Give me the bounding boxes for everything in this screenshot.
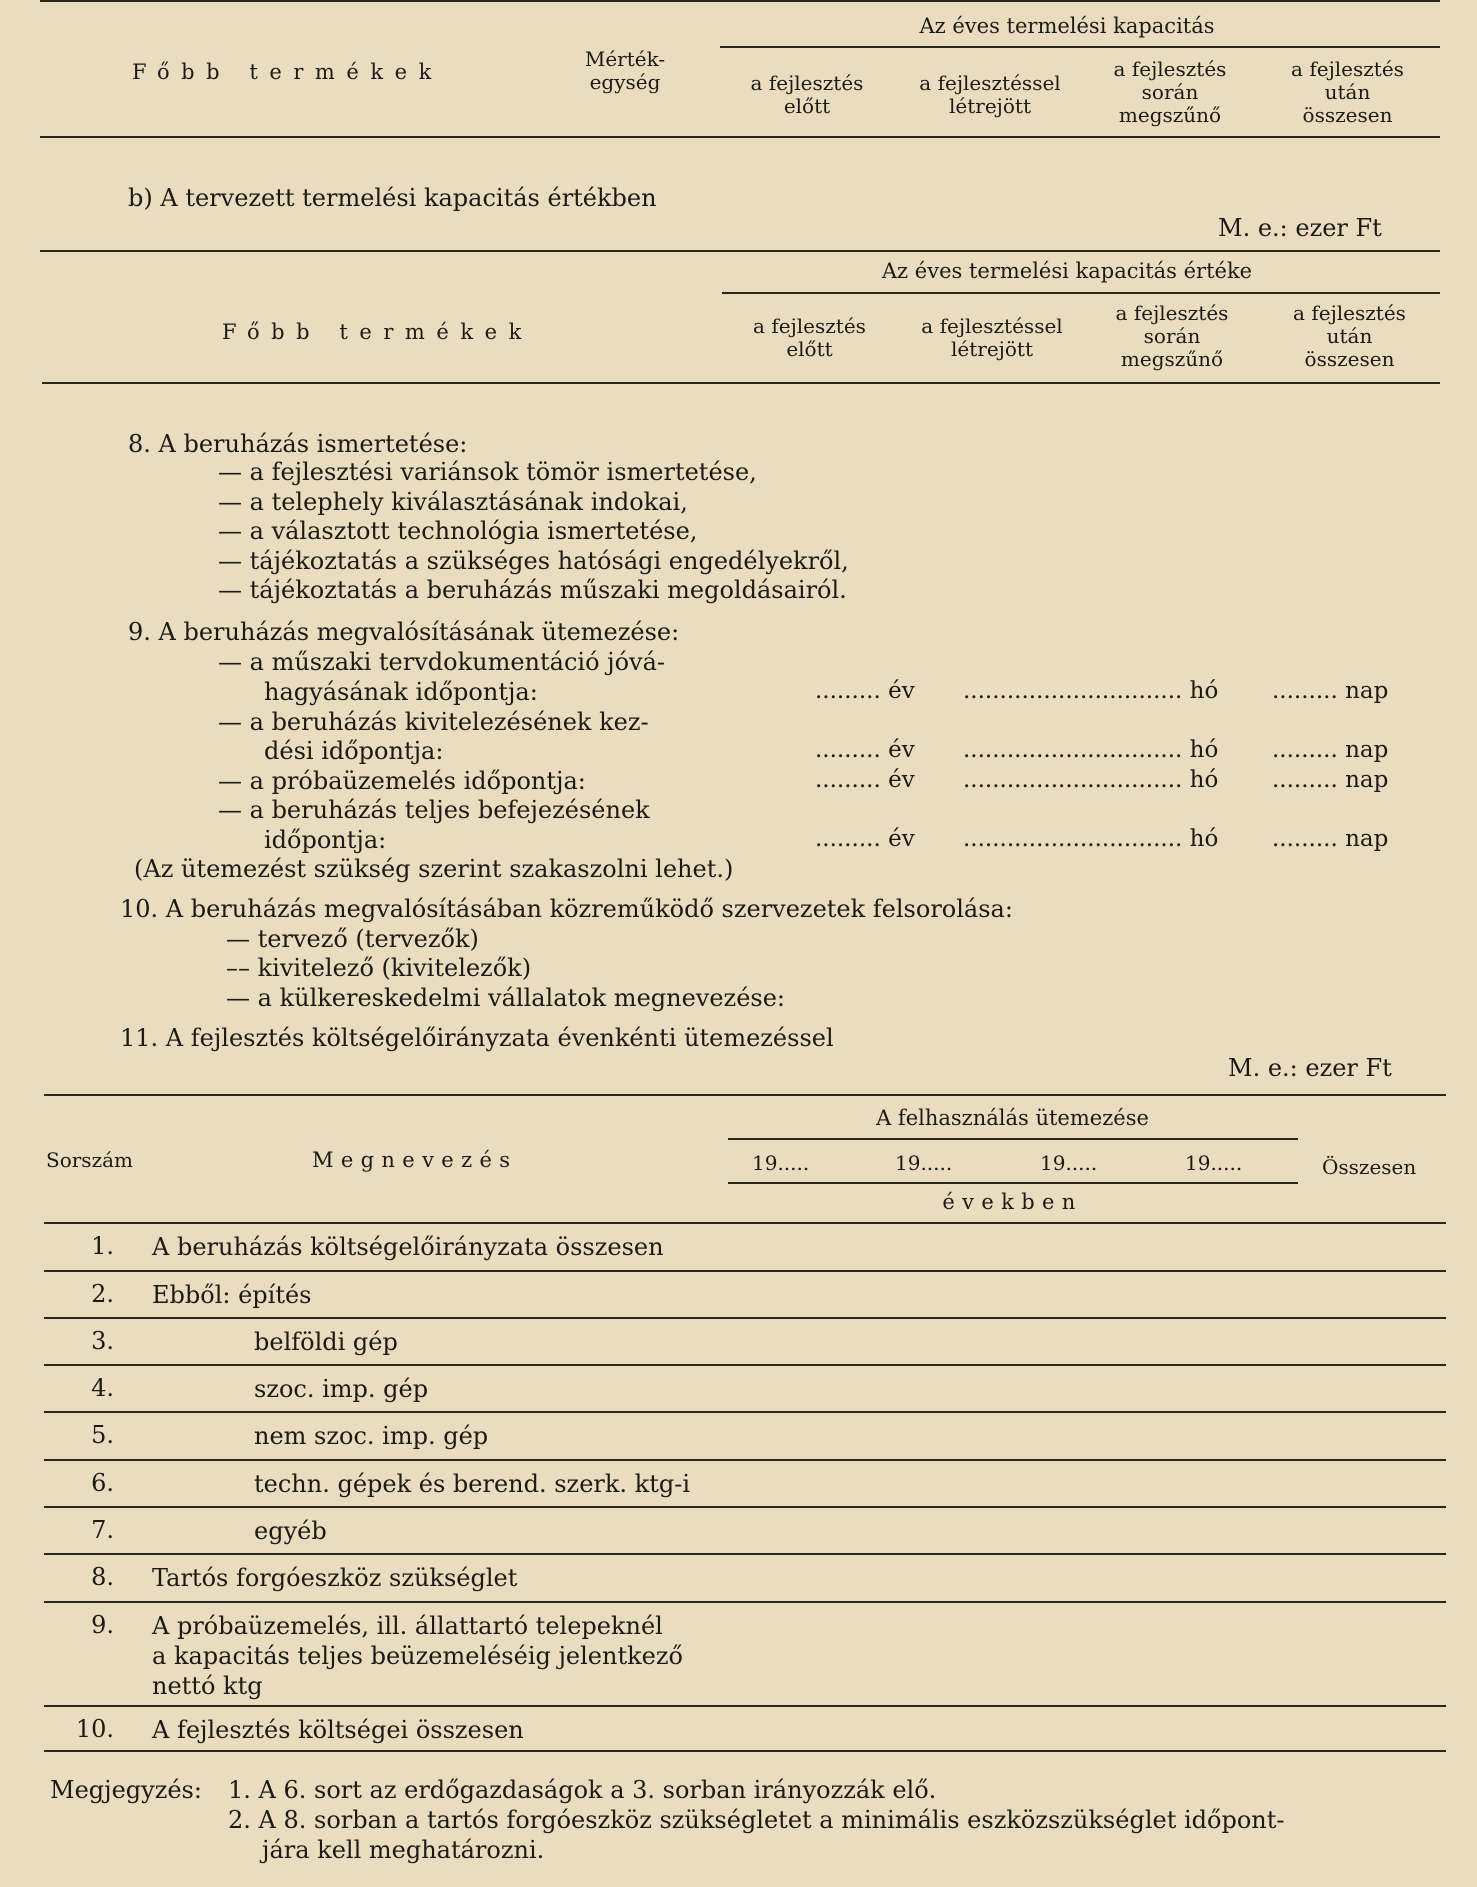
item9-line-4: dési időpontja: [264,737,444,765]
date-day-field[interactable]: ......... nap [1272,767,1389,793]
row-label: belföldi gép [254,1328,398,1356]
section-b-unit: M. e.: ezer Ft [1218,214,1382,242]
row-number: 9. [91,1611,114,1639]
row-number: 1. [91,1232,114,1260]
table-c-group-rule [728,1138,1298,1140]
table-row [44,1461,1446,1508]
row-label: szoc. imp. gép [254,1375,429,1403]
section-b-title: b) A tervezett termelési kapacitás értékben [128,184,657,212]
row-divider [44,1750,1446,1752]
item10-bullet-1: — tervező (tervezők) [226,925,479,953]
item10-bullet-3: — a külkereskedelmi vállalatok megnevezése: [226,984,786,1012]
row-number: 4. [91,1374,114,1402]
table-row [44,1555,1446,1603]
note-2-cont: jára kell meghatározni. [262,1836,545,1864]
row-label: Tartós forgóeszköz szükséglet [152,1564,518,1592]
table-row [44,1366,1446,1413]
table-row [44,1272,1446,1319]
item11-unit: M. e.: ezer Ft [1228,1054,1392,1082]
table-c-year-2: 19..... [895,1151,953,1175]
row-number: 3. [91,1327,114,1355]
date-year-field[interactable]: ......... év [815,678,915,704]
table-c-col-name: Megnevezés [312,1148,518,1172]
item9-line-7: időpontja: [264,826,387,854]
row-label: A próbaüzemelés, ill. állattartó telepeknél a kapacitás teljes beüzemeléséig jelentkező nettó ktg [152,1612,683,1700]
row-label: A beruházás költségelőirányzata összesen [152,1233,664,1261]
row-label: nem szoc. imp. gép [254,1422,489,1450]
table-row [44,1319,1446,1366]
item9-line-1: — a műszaki tervdokumentáció jóvá- [218,648,666,676]
table-a-col-products: Főbb termékek [132,60,443,84]
item10-title: 10. A beruházás megvalósításában közreműködő szervezetek felsorolása: [120,895,1013,923]
note-1: 1. A 6. sort az erdőgazdaságok a 3. sorban irányozzák elő. [228,1776,937,1804]
date-year-field[interactable]: ......... év [815,737,915,763]
table-row [44,1707,1446,1752]
date-day-field[interactable]: ......... nap [1272,737,1389,763]
table-b-col-1: a fejlesztés előtt [753,314,866,361]
table-c-year-1: 19..... [752,1151,810,1175]
row-label: techn. gépek és berend. szerk. ktg-i [254,1470,691,1498]
table-b-col-3: a fejlesztés során megszűnő [1115,301,1229,371]
table-b-col-4: a fejlesztés után összesen [1293,301,1406,371]
item10-bullet-2: –– kivitelező (kivitelezők) [226,954,532,982]
table-a-col-4: a fejlesztés után összesen [1291,57,1404,127]
row-number: 7. [91,1516,114,1544]
item8-bullet-2: — a telephely kiválasztásának indokai, [218,488,688,516]
row-number: 6. [91,1469,114,1497]
item8-bullet-3: — a választott technológia ismertetése, [218,517,698,545]
item9-line-2: hagyásának időpontja: [264,678,538,706]
item9-line-6: — a beruházás teljes befejezésének [218,796,650,824]
date-month-field[interactable]: .............................. hó [963,767,1219,793]
table-c-years-rule [728,1182,1298,1184]
table-row [44,1224,1446,1272]
table-b-group-header: Az éves termelési kapacitás értéke [881,259,1253,283]
date-month-field[interactable]: .............................. hó [963,826,1219,852]
date-month-field[interactable]: .............................. hó [963,678,1219,704]
notes-label: Megjegyzés: [50,1776,202,1804]
table-c-year-3: 19..... [1040,1151,1098,1175]
date-day-field[interactable]: ......... nap [1272,826,1389,852]
table-c-group-header: A felhasználás ütemezése [876,1106,1149,1130]
row-number: 5. [91,1421,114,1449]
row-label: egyéb [254,1517,327,1545]
date-month-field[interactable]: .............................. hó [963,737,1219,763]
item8-bullet-4: — tájékoztatás a szükséges hatósági engedélyekről, [218,547,849,575]
item8-bullet-1: — a fejlesztési variánsok tömör ismertetése, [218,458,757,486]
date-day-field[interactable]: ......... nap [1272,678,1389,704]
table-b-col-products: Főbb termékek [222,320,533,344]
item9-line-3: — a beruházás kivitelezésének kez- [218,708,649,736]
table-row [44,1508,1446,1555]
table-b-bottom-rule [42,382,1440,384]
table-a-top-rule [40,0,1440,2]
table-a-col-2: a fejlesztéssel létrejött [919,71,1061,118]
table-c-col-no: Sorszám [46,1148,133,1172]
table-a-col-1: a fejlesztés előtt [750,71,864,118]
table-a-group-rule [720,46,1440,48]
table-c-years-sub: években [942,1190,1083,1214]
row-number: 2. [91,1280,114,1308]
table-row [44,1413,1446,1461]
date-year-field[interactable]: ......... év [815,826,915,852]
table-a-bottom-rule [40,136,1440,138]
item9-line-5: — a próbaüzemelés időpontja: [218,767,586,795]
table-a-col-3: a fejlesztés során megszűnő [1113,57,1227,127]
item9-note: (Az ütemezést szükség szerint szakaszolni lehet.) [134,855,734,883]
row-label: Ebből: építés [152,1281,312,1309]
table-row [44,1603,1446,1707]
item11-title: 11. A fejlesztés költségelőirányzata évenkénti ütemezéssel [120,1024,834,1052]
table-b-top-rule [40,250,1440,252]
date-year-field[interactable]: ......... év [815,767,915,793]
table-c-year-4: 19..... [1185,1151,1243,1175]
row-number: 8. [91,1563,114,1591]
item9-title: 9. A beruházás megvalósításának ütemezése: [128,618,680,646]
row-number: 10. [75,1715,114,1743]
table-a-group-header: Az éves termelési kapacitás [919,14,1215,38]
item8-bullet-5: — tájékoztatás a beruházás műszaki megoldásairól. [218,576,847,604]
table-c-top-rule [44,1094,1446,1096]
item8-title: 8. A beruházás ismertetése: [128,430,468,458]
note-2: 2. A 8. sorban a tartós forgóeszköz szükségletet a minimális eszközszükséglet időpont- [228,1806,1285,1834]
table-b-col-2: a fejlesztéssel létrejött [921,314,1063,361]
row-label: A fejlesztés költségei összesen [152,1716,524,1744]
table-a-col-unit: Mérték- egység [584,47,666,94]
table-b-group-rule [722,292,1440,294]
table-c-col-total: Összesen [1322,1155,1417,1179]
